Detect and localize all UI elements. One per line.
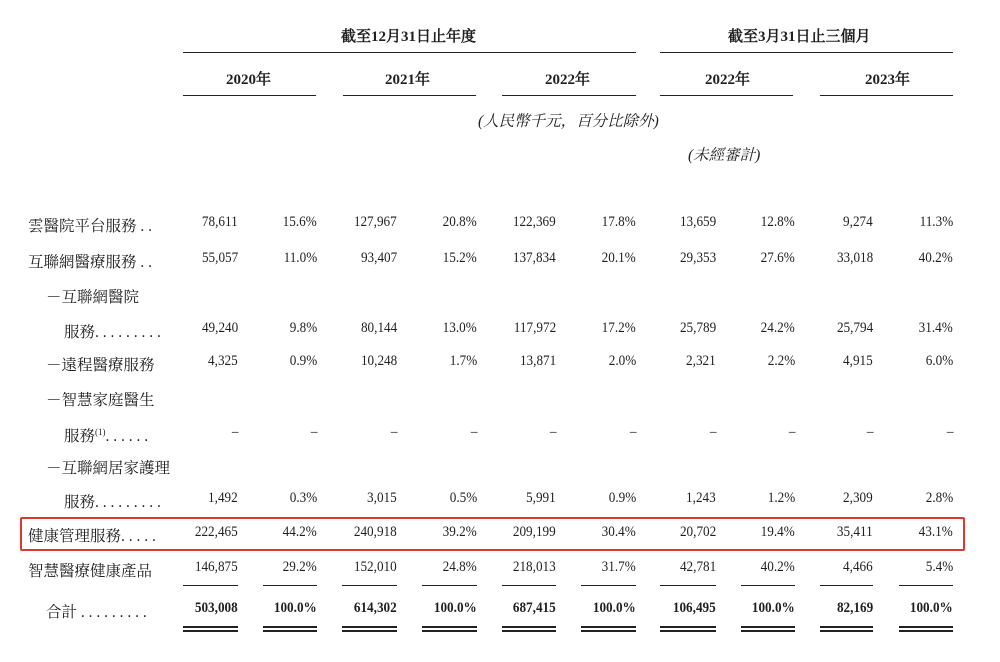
table-cell: 5,991 bbox=[526, 490, 556, 506]
table-cell: – bbox=[788, 424, 795, 440]
table-cell: 24.8% bbox=[442, 559, 477, 575]
table-cell: 31.4% bbox=[918, 320, 953, 336]
table-cell: 24.2% bbox=[760, 320, 795, 336]
year-rule bbox=[183, 95, 316, 96]
table-cell: 80,144 bbox=[360, 320, 397, 336]
row-label: －互聯網居家護理 bbox=[46, 460, 171, 477]
header-rule-group1 bbox=[183, 52, 636, 53]
total-double-rule bbox=[899, 630, 953, 632]
table-cell: 4,915 bbox=[843, 353, 873, 369]
year-header-2020: 2020年 bbox=[226, 72, 272, 88]
total-double-rule bbox=[183, 630, 238, 632]
table-cell: 13,871 bbox=[519, 353, 556, 369]
table-cell: 17.8% bbox=[601, 214, 636, 230]
total-double-rule bbox=[899, 626, 953, 628]
table-cell: 687,415 bbox=[513, 600, 556, 616]
table-cell: 39.2% bbox=[442, 524, 477, 540]
total-double-rule bbox=[183, 626, 238, 628]
table-cell: 209,199 bbox=[513, 524, 556, 540]
table-cell: 15.6% bbox=[282, 214, 317, 230]
table-cell: 117,972 bbox=[513, 320, 556, 336]
table-cell: 137,834 bbox=[513, 250, 556, 266]
table-cell: 2.8% bbox=[925, 490, 953, 506]
table-cell: 1,492 bbox=[208, 490, 238, 506]
table-cell: 1.7% bbox=[449, 353, 477, 369]
table-cell: 11.3% bbox=[919, 214, 953, 230]
table-cell: 4,325 bbox=[208, 353, 238, 369]
table-cell: 30.4% bbox=[601, 524, 636, 540]
table-cell: 13,659 bbox=[679, 214, 716, 230]
total-double-rule bbox=[820, 630, 873, 632]
table-cell: 49,240 bbox=[201, 320, 238, 336]
row-label: 互聯網醫療服務 . . bbox=[28, 254, 153, 271]
year-rule bbox=[343, 95, 476, 96]
row-label: －遠程醫療服務 bbox=[46, 357, 155, 374]
table-cell: 146,875 bbox=[195, 559, 238, 575]
subtotal-rule bbox=[660, 585, 716, 586]
subtotal-rule bbox=[422, 585, 477, 586]
table-cell: – bbox=[390, 424, 397, 440]
table-cell: 2.2% bbox=[767, 353, 795, 369]
table-cell: – bbox=[709, 424, 716, 440]
total-double-rule bbox=[660, 626, 716, 628]
table-cell: – bbox=[470, 424, 477, 440]
row-label: 雲醫院平台服務 . . bbox=[28, 218, 153, 235]
year-rule bbox=[660, 95, 793, 96]
table-cell: 25,794 bbox=[836, 320, 873, 336]
table-cell: 10,248 bbox=[360, 353, 397, 369]
table-cell: 27.6% bbox=[760, 250, 795, 266]
year-header-2021: 2021年 bbox=[385, 72, 431, 88]
table-cell: 127,967 bbox=[354, 214, 397, 230]
table-cell: 3,015 bbox=[367, 490, 397, 506]
subtotal-rule bbox=[741, 585, 795, 586]
table-cell: 31.7% bbox=[601, 559, 636, 575]
table-cell: 9.8% bbox=[289, 320, 317, 336]
total-double-rule bbox=[741, 626, 795, 628]
table-cell: 218,013 bbox=[513, 559, 556, 575]
table-cell: 0.9% bbox=[289, 353, 317, 369]
total-double-rule bbox=[502, 626, 556, 628]
row-label: 健康管理服務. . . . . bbox=[28, 528, 156, 545]
table-cell: 1.2% bbox=[767, 490, 795, 506]
total-double-rule bbox=[263, 626, 317, 628]
table-cell: 100.0% bbox=[434, 600, 477, 616]
year-header-2022-q1: 2022年 bbox=[705, 72, 751, 88]
table-cell: 20.1% bbox=[601, 250, 636, 266]
subtotal-rule bbox=[502, 585, 556, 586]
table-cell: 122,369 bbox=[513, 214, 556, 230]
row-label: －智慧家庭醫生 bbox=[46, 392, 155, 409]
total-double-rule bbox=[660, 630, 716, 632]
total-double-rule bbox=[263, 630, 317, 632]
table-cell: 100.0% bbox=[910, 600, 953, 616]
footnote-marker: (1) bbox=[95, 426, 106, 437]
table-cell: 78,611 bbox=[202, 214, 238, 230]
table-cell: 29,353 bbox=[679, 250, 716, 266]
header-group-quarter: 截至3月31日止三個月 bbox=[728, 29, 871, 45]
table-cell: 17.2% bbox=[601, 320, 636, 336]
table-cell: 240,918 bbox=[354, 524, 397, 540]
year-header-2022: 2022年 bbox=[545, 72, 591, 88]
table-cell: – bbox=[866, 424, 873, 440]
table-cell: 503,008 bbox=[195, 600, 238, 616]
unaudited-note: (未經審計) bbox=[688, 147, 761, 164]
table-cell: 19.4% bbox=[760, 524, 795, 540]
table-cell: – bbox=[231, 424, 238, 440]
header-rule-group2 bbox=[660, 52, 953, 53]
table-cell: 25,789 bbox=[679, 320, 716, 336]
table-cell: 106,495 bbox=[673, 600, 716, 616]
table-cell: 2,321 bbox=[686, 353, 716, 369]
table-cell: 40.2% bbox=[760, 559, 795, 575]
total-double-rule bbox=[581, 630, 636, 632]
table-cell: – bbox=[310, 424, 317, 440]
row-label-cont: 服務$^{(1)}$. . . . . . bbox=[64, 426, 149, 445]
subtotal-rule bbox=[581, 585, 636, 586]
subtotal-rule bbox=[263, 585, 317, 586]
table-cell: 9,274 bbox=[843, 214, 873, 230]
table-cell: 100.0% bbox=[593, 600, 636, 616]
table-cell: 222,465 bbox=[195, 524, 238, 540]
row-label-cont: 服務. . . . . . . . . bbox=[64, 494, 161, 511]
table-cell: 13.0% bbox=[442, 320, 477, 336]
table-cell: 55,057 bbox=[201, 250, 238, 266]
table-cell: 1,243 bbox=[686, 490, 716, 506]
table-cell: 100.0% bbox=[274, 600, 317, 616]
table-cell: – bbox=[946, 424, 953, 440]
total-double-rule bbox=[342, 626, 397, 628]
row-label: －互聯網醫院 bbox=[46, 289, 140, 306]
table-cell: 40.2% bbox=[918, 250, 953, 266]
row-label-cont: 服務. . . . . . . . . bbox=[64, 324, 161, 341]
table-cell: 33,018 bbox=[836, 250, 873, 266]
year-header-2023-q1: 2023年 bbox=[865, 72, 911, 88]
total-double-rule bbox=[342, 630, 397, 632]
highlight-box bbox=[20, 517, 965, 551]
year-rule bbox=[502, 95, 636, 96]
total-double-rule bbox=[741, 630, 795, 632]
table-cell: 2,309 bbox=[843, 490, 873, 506]
table-cell: 5.4% bbox=[925, 559, 953, 575]
table-cell: 42,781 bbox=[679, 559, 716, 575]
table-cell: 20.8% bbox=[442, 214, 477, 230]
total-double-rule bbox=[422, 626, 477, 628]
table-cell: 20,702 bbox=[679, 524, 716, 540]
year-rule bbox=[820, 95, 953, 96]
table-cell: 43.1% bbox=[918, 524, 953, 540]
table-cell: – bbox=[629, 424, 636, 440]
subtotal-rule bbox=[183, 585, 238, 586]
unit-note: (人民幣千元，百分比除外) bbox=[478, 113, 659, 130]
total-double-rule bbox=[820, 626, 873, 628]
table-cell: 82,169 bbox=[836, 600, 873, 616]
table-cell: 6.0% bbox=[925, 353, 953, 369]
table-cell: 2.0% bbox=[608, 353, 636, 369]
total-double-rule bbox=[502, 630, 556, 632]
row-label-total: 合計 . . . . . . . . . bbox=[46, 604, 147, 621]
table-cell: 44.2% bbox=[282, 524, 317, 540]
subtotal-rule bbox=[899, 585, 953, 586]
table-cell: 11.0% bbox=[283, 250, 317, 266]
table-cell: 15.2% bbox=[442, 250, 477, 266]
table-cell: 0.9% bbox=[608, 490, 636, 506]
table-cell: 29.2% bbox=[282, 559, 317, 575]
table-cell: 12.8% bbox=[760, 214, 795, 230]
table-cell: 35,411 bbox=[837, 524, 873, 540]
row-label: 智慧醫療健康產品 bbox=[28, 563, 153, 580]
subtotal-rule bbox=[820, 585, 873, 586]
header-group-year: 截至12月31日止年度 bbox=[341, 29, 477, 45]
total-double-rule bbox=[581, 626, 636, 628]
table-cell: 152,010 bbox=[354, 559, 397, 575]
table-cell: 614,302 bbox=[354, 600, 397, 616]
table-cell: 4,466 bbox=[843, 559, 873, 575]
table-cell: 0.5% bbox=[449, 490, 477, 506]
table-cell: 0.3% bbox=[289, 490, 317, 506]
total-double-rule bbox=[422, 630, 477, 632]
table-cell: 93,407 bbox=[360, 250, 397, 266]
subtotal-rule bbox=[342, 585, 397, 586]
table-cell: – bbox=[549, 424, 556, 440]
table-cell: 100.0% bbox=[752, 600, 795, 616]
